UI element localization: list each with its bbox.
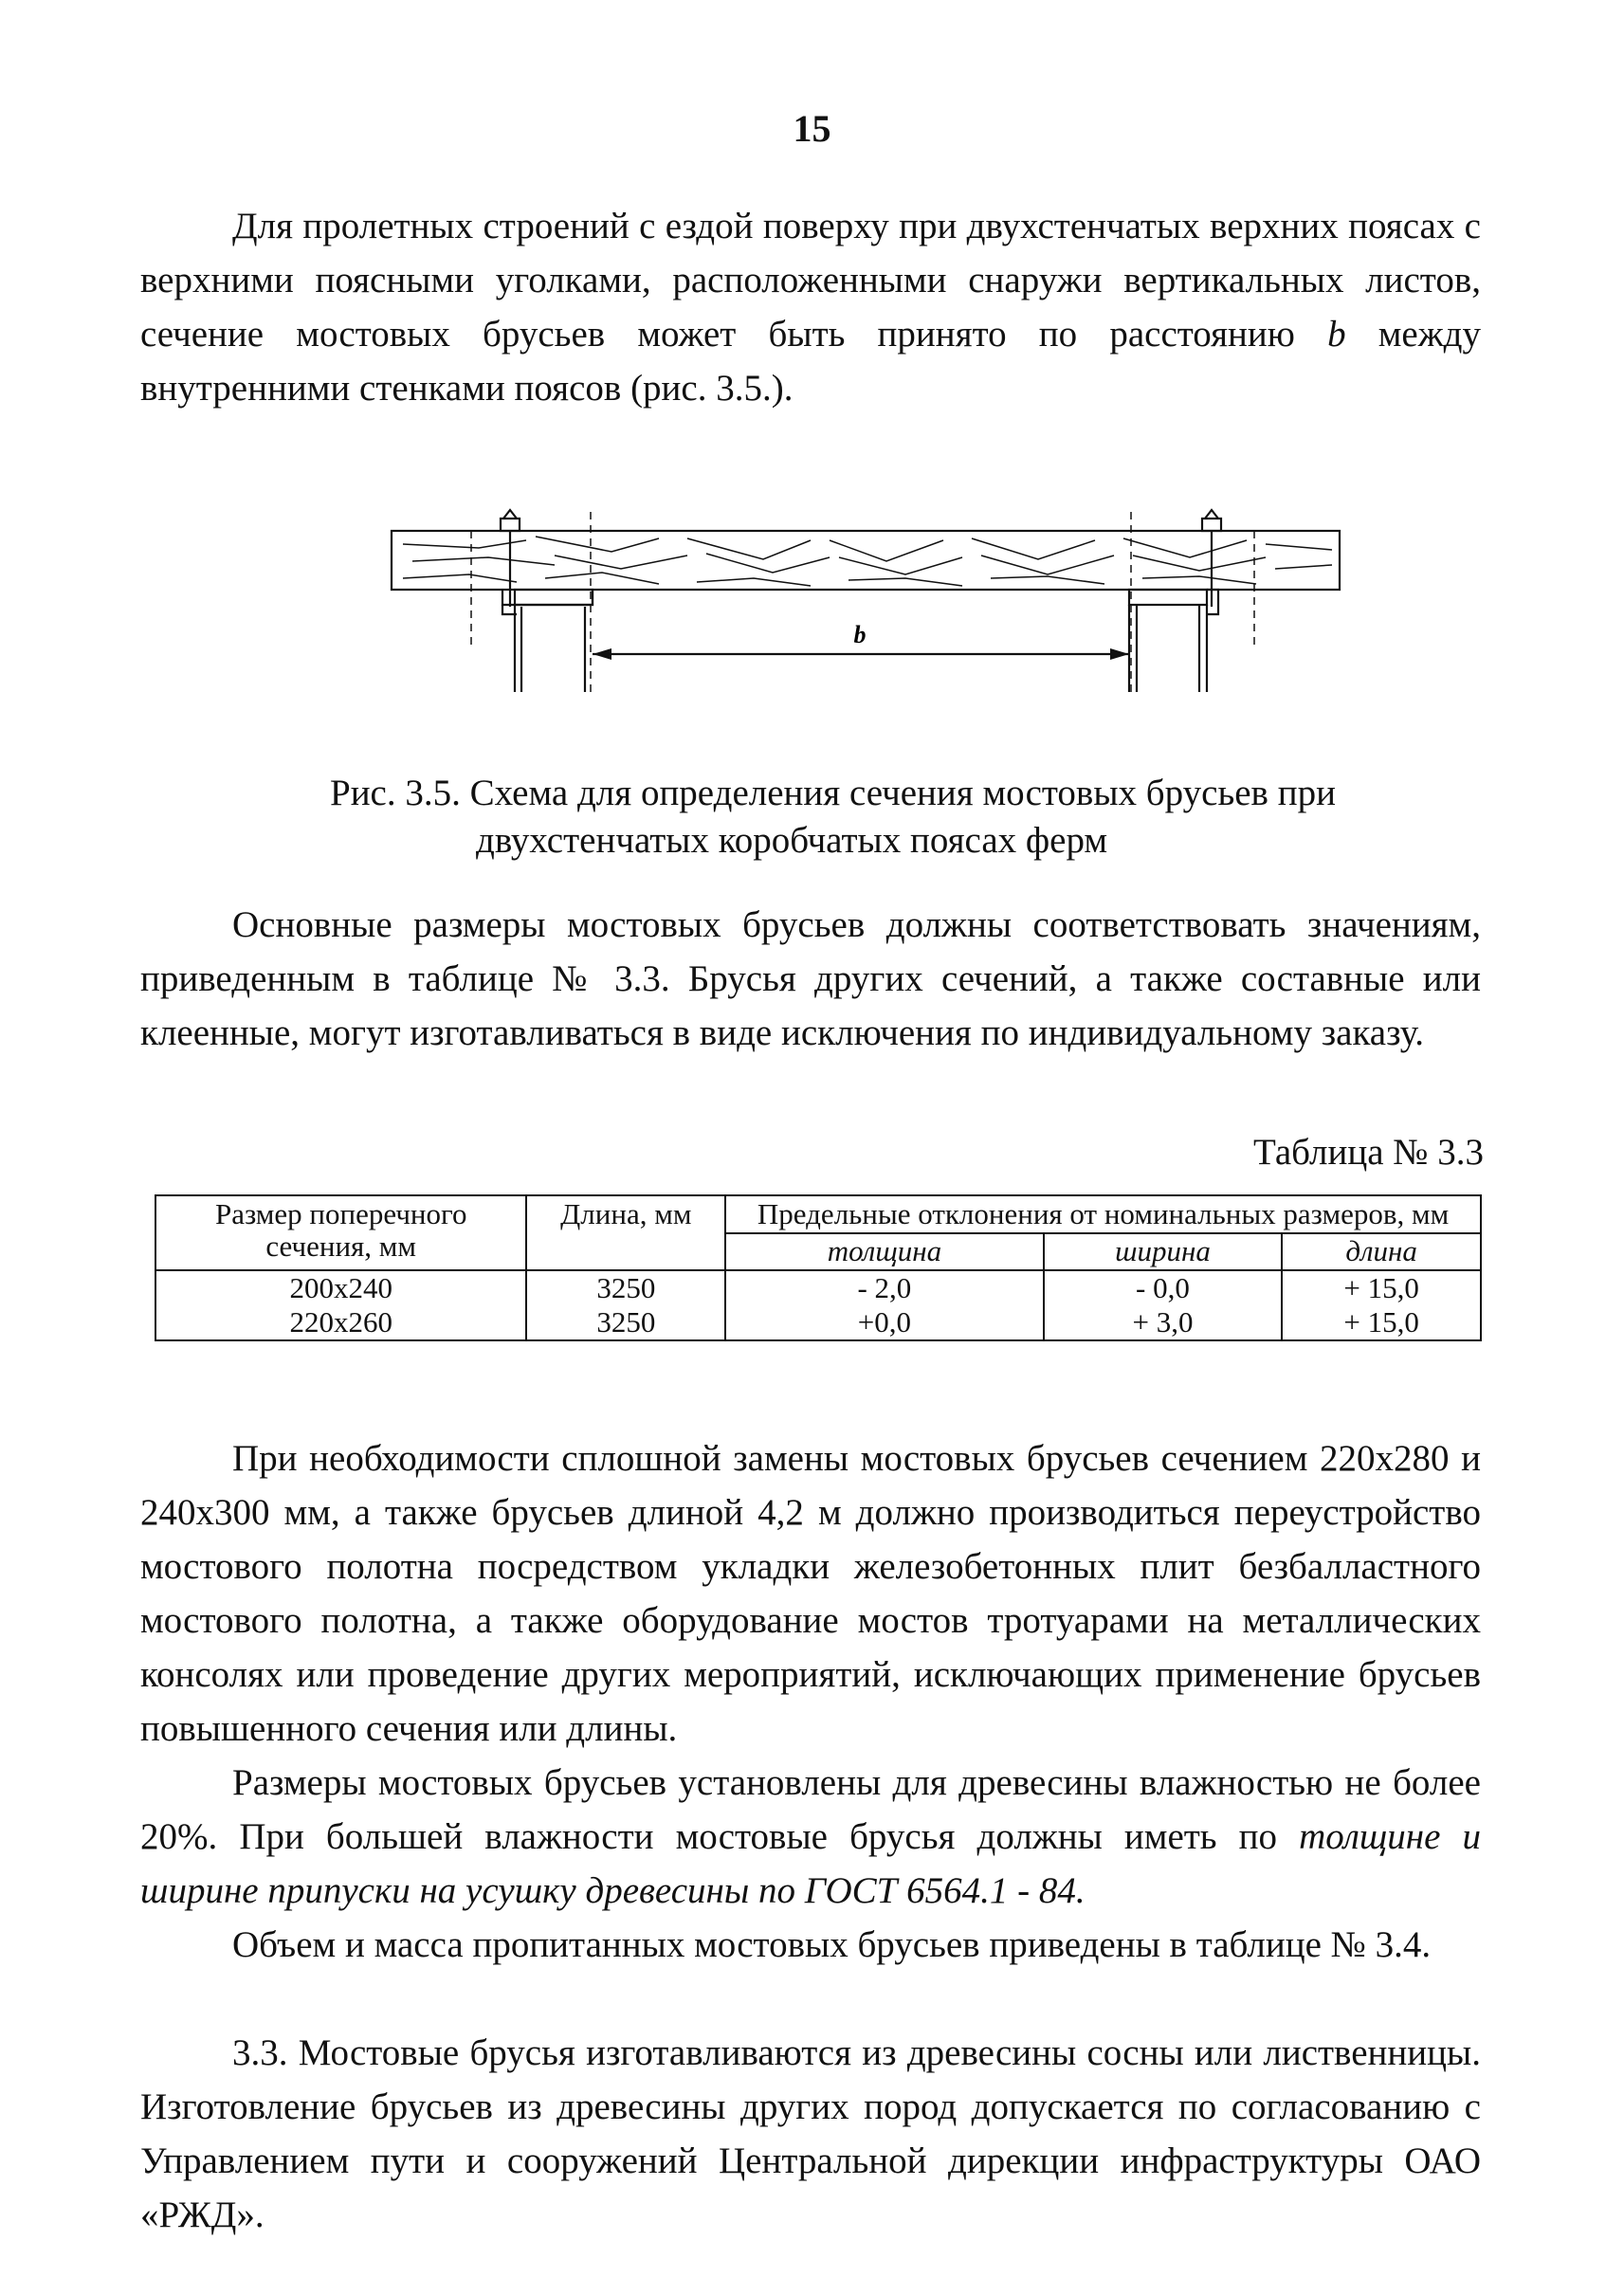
paragraph-3 (140, 1431, 1481, 1756)
figure-3-5-diagram (374, 502, 1356, 716)
cell-thickness: +0,0 (725, 1305, 1043, 1340)
table-3-3 (155, 1194, 1482, 1341)
cell-width: - 0,0 (1044, 1270, 1283, 1305)
page-number: 15 (793, 107, 831, 150)
cell-section: 220х260 (155, 1305, 526, 1340)
figure-caption-line-1: Рис. 3.5. Схема для определения сечения мостовых брусьев при (330, 773, 1336, 813)
table-title: Таблица № 3.3 (1252, 1132, 1484, 1173)
paragraph-2 (140, 898, 1481, 1060)
cell-len-dev: + 15,0 (1282, 1270, 1481, 1305)
table-row (155, 1270, 1481, 1305)
cell-length: 3250 (526, 1305, 725, 1340)
paragraph-1-end: между внутренними стенками поясов (рис. 3.5.). (140, 314, 1482, 409)
paragraph-2-text: Основные размеры мостовых брусьев должны соответствовать значениям, приведенным в таблице № 3.3. Брусья других сечений, а также составные или клеенные, могут изготавливаться в виде исключения по индивидуальному заказу. (140, 904, 1481, 1053)
paragraph-1-text: Для пролетных строений с ездой поверху при двухстенчатых верхних поясах с верхними поясными уголками, расположенными снаружи вертикальных листов, сечение мостовых брусьев может быть принято по расстоянию (140, 206, 1481, 355)
header-length: Длина, мм (526, 1195, 725, 1270)
paragraph-4-italic: толщине и ширине припуски на усушку древесины по ГОСТ 6564.1 - 84. (140, 1816, 1482, 1911)
paragraph-1-variable: b (1327, 314, 1346, 355)
cell-len-dev: + 15,0 (1282, 1305, 1481, 1340)
paragraph-6 (140, 2026, 1481, 2242)
header-len-dev: длина (1282, 1233, 1481, 1270)
paragraph-3-text: При необходимости сплошной замены мостовых брусьев сечением 220х280 и 240х300 мм, а также брусьев длиной 4,2 м должно производиться переустройство мостового полотна посредством укладки железобетонных плит безбалластного мостового полотна, а также оборудование мостов тротуарами на металлических консолях или проведение других мероприятий, исключающих применение брусьев повышенного сечения или длины. (140, 1438, 1481, 1749)
paragraph-5 (140, 1918, 1481, 1972)
cell-section: 200х240 (155, 1270, 526, 1305)
header-tolerances: Предельные отклонения от номинальных размеров, мм (725, 1195, 1481, 1233)
cell-thickness: - 2,0 (725, 1270, 1043, 1305)
cell-width: + 3,0 (1044, 1305, 1283, 1340)
header-section-size: Размер поперечного сечения, мм (155, 1195, 526, 1270)
paragraph-4-text: Размеры мостовых брусьев установлены для древесины влажностью не более 20%. При большей влажности мостовые брусья должны иметь по (140, 1762, 1481, 1857)
figure-caption-line-2: двухстенчатых коробчатых поясах ферм (476, 820, 1108, 861)
paragraph-4 (140, 1756, 1481, 1918)
paragraph-1 (140, 199, 1481, 415)
header-width: ширина (1044, 1233, 1283, 1270)
dimension-label-b: b (853, 621, 867, 648)
cell-length: 3250 (526, 1270, 725, 1305)
paragraph-6-text: 3.3. Мостовые брусья изготавливаются из древесины сосны или лиственницы. Изготовление брусьев из древесины других пород допускается по согласованию с Управлением пути и сооружений Центральной дирекции инфраструктуры ОАО «РЖД». (140, 2032, 1481, 2235)
table-row (155, 1305, 1481, 1340)
paragraph-5-text: Объем и масса пропитанных мостовых брусьев приведены в таблице № 3.4. (232, 1924, 1432, 1965)
header-thickness: толщина (725, 1233, 1043, 1270)
